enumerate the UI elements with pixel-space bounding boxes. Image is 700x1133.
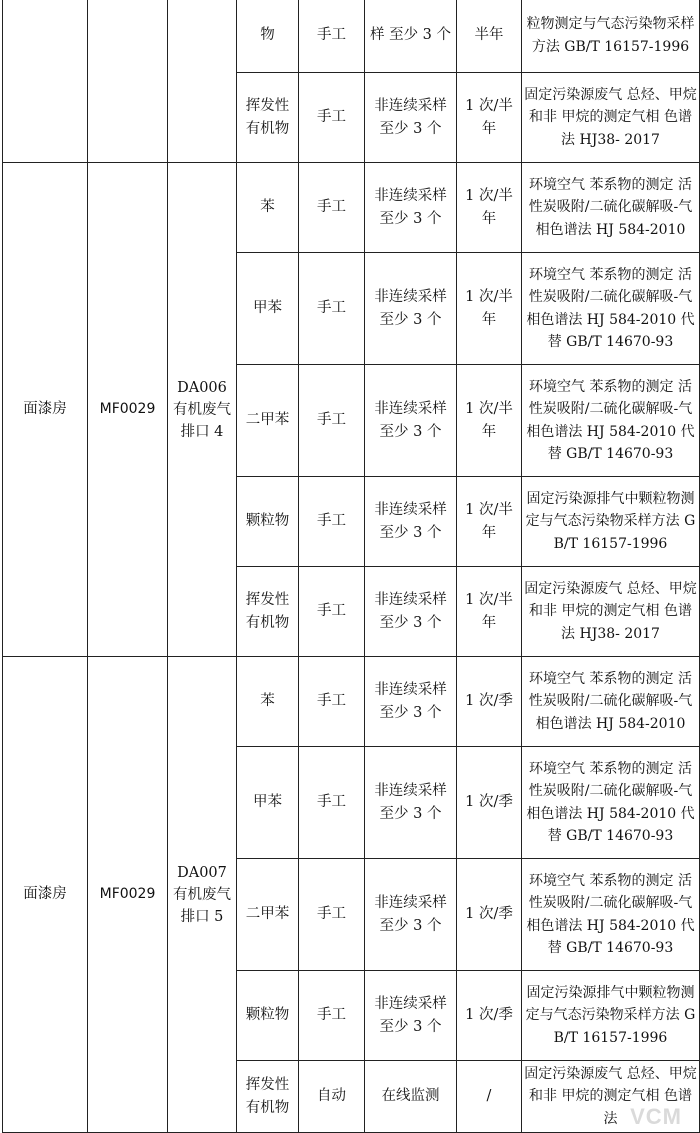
workshop-cell: 面漆房 [3,657,88,1133]
standard-cell: 环境空气 苯系物的测定 活性炭吸附/二硫化碳解吸-气相色谱法 HJ 584-2010 [522,657,700,747]
pollutant-cell: 挥发性有机物 [237,1061,299,1133]
sampling-cell: 样 至少 3 个 [365,0,457,73]
outlet-cell: DA006 有机废气排口 4 [168,163,237,657]
standard-cell: 粒物测定与气态污染物采样方法 GB/T 16157-1996 [522,0,700,73]
workshop-cell: 面漆房 [3,163,88,657]
sampling-cell: 非连续采样 至少 3 个 [365,657,457,747]
standard-cell: 固定污染源排气中颗粒物测定与气态污染物采样方法 GB/T 16157-1996 [522,971,700,1061]
frequency-cell: 1 次/季 [457,657,522,747]
frequency-cell: / [457,1061,522,1133]
method-cell: 手工 [299,747,365,859]
frequency-cell: 1 次/半年 [457,253,522,365]
device-id-cell: MF0029 [88,657,168,1133]
pollutant-cell: 物 [237,0,299,73]
method-cell: 手工 [299,971,365,1061]
pollutant-cell: 甲苯 [237,747,299,859]
frequency-cell: 1 次/季 [457,859,522,971]
method-cell: 手工 [299,657,365,747]
device-id-cell [88,0,168,163]
method-cell: 手工 [299,477,365,567]
pollutant-cell: 二甲苯 [237,859,299,971]
sampling-cell: 非连续采样 至少 3 个 [365,365,457,477]
frequency-cell: 1 次/半年 [457,567,522,657]
sampling-cell: 非连续采样 至少 3 个 [365,73,457,163]
frequency-cell: 1 次/半年 [457,365,522,477]
sampling-cell: 非连续采样 至少 3 个 [365,163,457,253]
table-body [3,0,700,1133]
sampling-cell: 在线监测 [365,1061,457,1133]
standard-cell: 固定污染源废气 总烃、甲烷和非 甲烷的测定气相 色谱法 HJ38- 2017 [522,73,700,163]
frequency-cell: 半年 [457,0,522,73]
sampling-cell: 非连续采样 至少 3 个 [365,859,457,971]
method-cell: 手工 [299,73,365,163]
pollutant-cell: 颗粒物 [237,971,299,1061]
sampling-cell: 非连续采样 至少 3 个 [365,567,457,657]
method-cell: 手工 [299,163,365,253]
frequency-cell: 1 次/季 [457,971,522,1061]
sampling-cell: 非连续采样 至少 3 个 [365,253,457,365]
pollutant-cell: 挥发性有机物 [237,567,299,657]
frequency-cell: 1 次/季 [457,747,522,859]
method-cell: 手工 [299,567,365,657]
standard-cell: 环境空气 苯系物的测定 活性炭吸附/二硫化碳解吸-气相色谱法 HJ 584-2010 代替 GB/T 14670-93 [522,747,700,859]
standard-cell: 环境空气 苯系物的测定 活性炭吸附/二硫化碳解吸-气相色谱法 HJ 584-2010 代替 GB/T 14670-93 [522,859,700,971]
standard-cell: 固定污染源废气 总烃、甲烷和非 甲烷的测定气相 色谱法 HJ38- 2017 [522,567,700,657]
standard-cell: 环境空气 苯系物的测定 活性炭吸附/二硫化碳解吸-气相色谱法 HJ 584-2010 [522,163,700,253]
method-cell: 自动 [299,1061,365,1133]
frequency-cell: 1 次/半年 [457,73,522,163]
table-row [3,657,700,747]
sampling-cell: 非连续采样 至少 3 个 [365,747,457,859]
method-cell: 手工 [299,859,365,971]
workshop-cell [3,0,88,163]
method-cell: 手工 [299,365,365,477]
table-row [3,163,700,253]
sampling-cell: 非连续采样 至少 3 个 [365,477,457,567]
method-cell: 手工 [299,253,365,365]
outlet-cell [168,0,237,163]
standard-cell: 环境空气 苯系物的测定 活性炭吸附/二硫化碳解吸-气相色谱法 HJ 584-2010 代替 GB/T 14670-93 [522,253,700,365]
standard-cell: 固定污染源排气中颗粒物测定与气态污染物采样方法 GB/T 16157-1996 [522,477,700,567]
device-id-cell: MF0029 [88,163,168,657]
pollutant-cell: 挥发性有机物 [237,73,299,163]
frequency-cell: 1 次/半年 [457,477,522,567]
pollutant-cell: 颗粒物 [237,477,299,567]
frequency-cell: 1 次/半年 [457,163,522,253]
table-row [3,0,700,73]
standard-cell: 环境空气 苯系物的测定 活性炭吸附/二硫化碳解吸-气相色谱法 HJ 584-2010 代替 GB/T 14670-93 [522,365,700,477]
standard-cell: 固定污染源废气 总烃、甲烷和非 甲烷的测定气相 色谱法 [522,1061,700,1133]
pollutant-cell: 二甲苯 [237,365,299,477]
outlet-cell: DA007 有机废气排口 5 [168,657,237,1133]
sampling-cell: 非连续采样 至少 3 个 [365,971,457,1061]
pollutant-cell: 苯 [237,163,299,253]
monitoring-table [2,0,700,1133]
pollutant-cell: 甲苯 [237,253,299,365]
pollutant-cell: 苯 [237,657,299,747]
method-cell: 手工 [299,0,365,73]
watermark-logo: VCM [630,1104,682,1129]
